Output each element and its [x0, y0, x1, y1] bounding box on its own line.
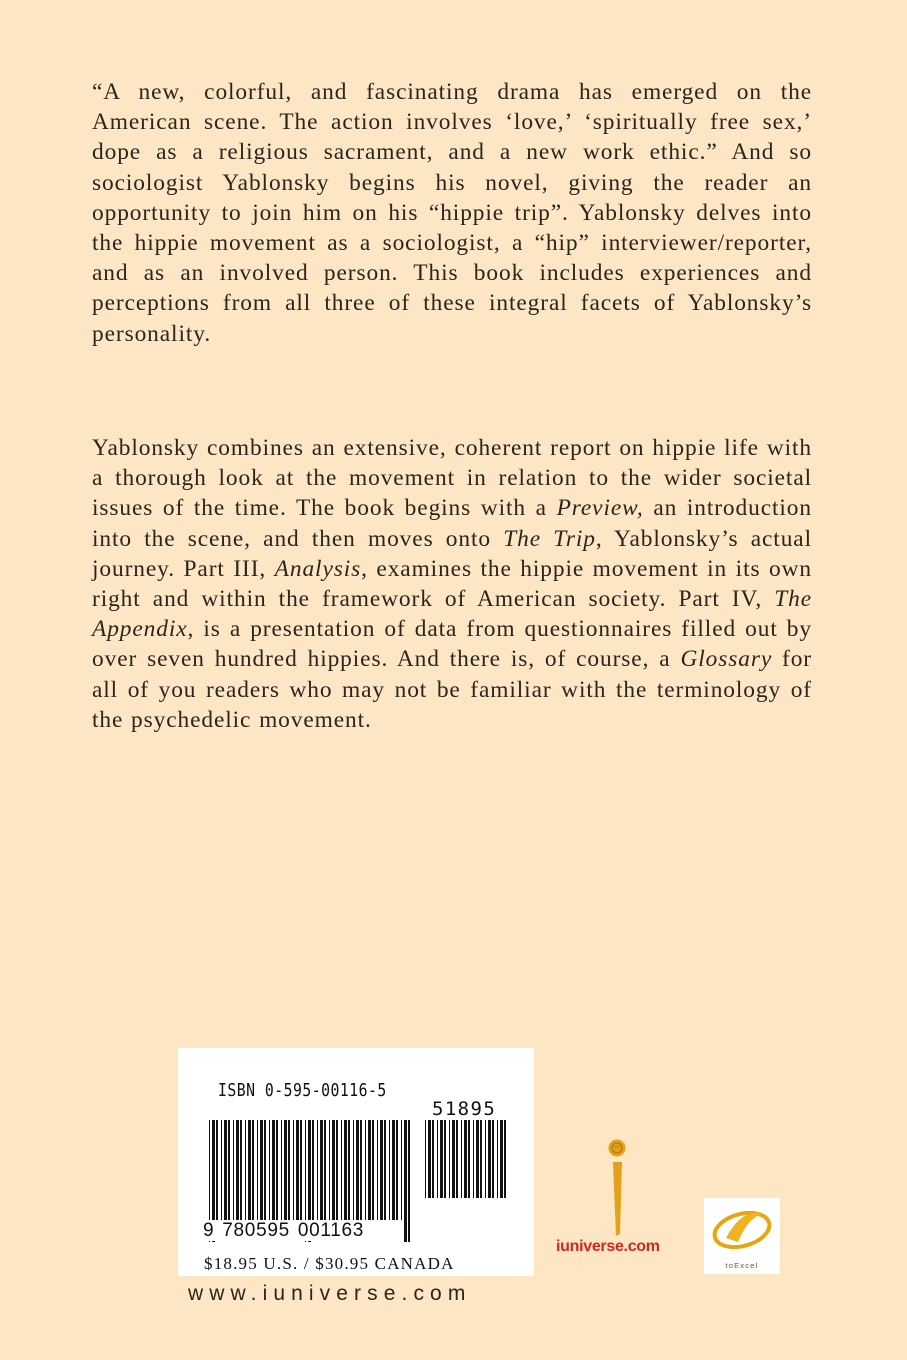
barcode-bar — [252, 1120, 254, 1220]
barcode-bar — [504, 1120, 506, 1198]
iuniverse-logo-icon — [556, 1134, 680, 1242]
p2-text-3: , Yablonsky’s actual journey. Part III, — [92, 525, 812, 582]
barcode-bar — [432, 1120, 434, 1198]
barcode-bar — [365, 1120, 366, 1220]
p2-text-4: , examines the hippie movement in its own right and within the framework of American society. Part IV, — [92, 555, 812, 613]
barcode-bar — [464, 1120, 467, 1198]
barcode-bar — [344, 1120, 347, 1220]
barcode-bar — [296, 1120, 299, 1220]
barcode-bar — [269, 1120, 270, 1220]
barcode-bar — [329, 1120, 330, 1220]
barcode-bar — [281, 1120, 282, 1220]
price-code-text: 51895 — [432, 1098, 497, 1120]
addon-barcode-icon — [424, 1120, 508, 1242]
barcode-bar — [401, 1120, 402, 1220]
p2-text-2: an introduction into the scene, and then moves onto — [92, 495, 812, 552]
barcode-bar — [392, 1120, 395, 1220]
barcode-bar — [224, 1120, 227, 1220]
ean-digits — [202, 1220, 412, 1242]
barcode-bar — [320, 1120, 323, 1220]
iuniverse-wordmark: iuniverse.com — [556, 1238, 660, 1255]
barcode-bar — [284, 1120, 287, 1220]
barcode-bar — [380, 1120, 383, 1220]
ean-left-digits: 780595 — [222, 1220, 290, 1241]
barcode-bar — [248, 1120, 251, 1220]
barcode-bar — [500, 1120, 503, 1198]
barcode-bar — [260, 1120, 263, 1220]
barcode-bar — [473, 1120, 474, 1198]
barcode-bar — [449, 1120, 450, 1198]
barcode-panel — [178, 1048, 534, 1276]
barcode-bar — [468, 1120, 470, 1198]
barcode-bar — [300, 1120, 302, 1220]
barcode-bar — [341, 1120, 342, 1220]
barcode-bar — [372, 1120, 374, 1220]
barcode-bar — [384, 1120, 386, 1220]
blurb-paragraph-2 — [92, 433, 812, 735]
barcode-bar — [293, 1120, 294, 1220]
barcode-bar — [396, 1120, 398, 1220]
barcode-bar — [476, 1120, 479, 1198]
barcode-bar — [288, 1120, 290, 1220]
blurb-paragraph-1: “A new, colorful, and fascinating drama has emerged on the American scene. The action involves ‘love,’ ‘spiritually free sex,’ dope as a religious sacrament, and a new work ethic.” And so sociologist Yablonsky begins his novel, giving the reader an opportunity to join him on his “hippie trip”. Yablonsky delves into the hippie movement as a sociologist, a “hip” interviewer/reporter, and as an involved person. This book includes experiences and perceptions from all three of these integral facets of Yablonsky’s personality. — [92, 79, 812, 347]
appendix-title: The Appendix — [92, 586, 812, 643]
barcode-bar — [221, 1120, 222, 1220]
barcode-bar — [264, 1120, 266, 1220]
analysis-title: Analysis — [274, 555, 362, 582]
barcode-bar — [425, 1120, 426, 1198]
preview-title: Preview, — [556, 495, 644, 522]
barcode-bar — [461, 1120, 462, 1198]
barcode-bar — [456, 1120, 458, 1198]
barcode-bar — [332, 1120, 335, 1220]
barcode-bar — [324, 1120, 326, 1220]
barcode-bar — [272, 1120, 275, 1220]
barcode-bar — [312, 1120, 314, 1220]
barcode-bar — [216, 1120, 218, 1220]
barcode-bar — [497, 1120, 498, 1198]
barcode-bar — [492, 1120, 494, 1198]
publisher-website: www.iuniverse.com — [188, 1282, 472, 1305]
barcode-bar — [356, 1120, 359, 1220]
barcode-bar — [276, 1120, 278, 1220]
ean-first-digit: 9 — [203, 1220, 215, 1241]
price-text: $18.95 U.S. / $30.95 CANADA — [204, 1254, 455, 1273]
barcode-bar — [377, 1120, 378, 1220]
barcode-bar — [452, 1120, 455, 1198]
barcode-bar — [257, 1120, 258, 1220]
barcode-bar — [245, 1120, 246, 1220]
trip-title: The Trip — [503, 525, 596, 552]
barcode-bar — [348, 1120, 350, 1220]
barcode-bar — [240, 1120, 242, 1220]
barcode-bar — [360, 1120, 362, 1220]
isbn-text: ISBN 0-595-00116-5 — [218, 1080, 387, 1101]
barcode-bar — [368, 1120, 371, 1220]
barcode-bar — [228, 1120, 230, 1220]
barcode-bar — [428, 1120, 431, 1198]
barcode-bar — [353, 1120, 354, 1220]
ean-right-digits: 001163 — [297, 1220, 365, 1241]
barcode-bar — [336, 1120, 338, 1220]
barcode-bar — [236, 1120, 239, 1220]
barcode-bar — [488, 1120, 491, 1198]
glossary-title: Glossary — [680, 646, 773, 673]
barcode-bar — [233, 1120, 234, 1220]
barcode-bar — [485, 1120, 486, 1198]
barcode-bar — [389, 1120, 390, 1220]
barcode-bar — [480, 1120, 482, 1198]
p2-text-1: Yablonsky combines an extensive, coherent report on hippie life with a thorough look at the movement in relation to the wider societal issues of the time. The book begins with a — [92, 435, 812, 522]
p2-text-6: for all of you readers who may not be familiar with the terminology of the psychedelic movement. — [92, 646, 812, 733]
toexcel-label: toExcel — [725, 1261, 759, 1270]
barcode-bar — [437, 1120, 438, 1198]
p2-text-5: , is a presentation of data from questionnaires filled out by over seven hundred hippies. And there is, of course, a — [92, 616, 812, 673]
barcode-bar — [440, 1120, 443, 1198]
barcode-bar — [444, 1120, 446, 1198]
toexcel-logo — [704, 1198, 780, 1274]
barcode-bar — [317, 1120, 318, 1220]
